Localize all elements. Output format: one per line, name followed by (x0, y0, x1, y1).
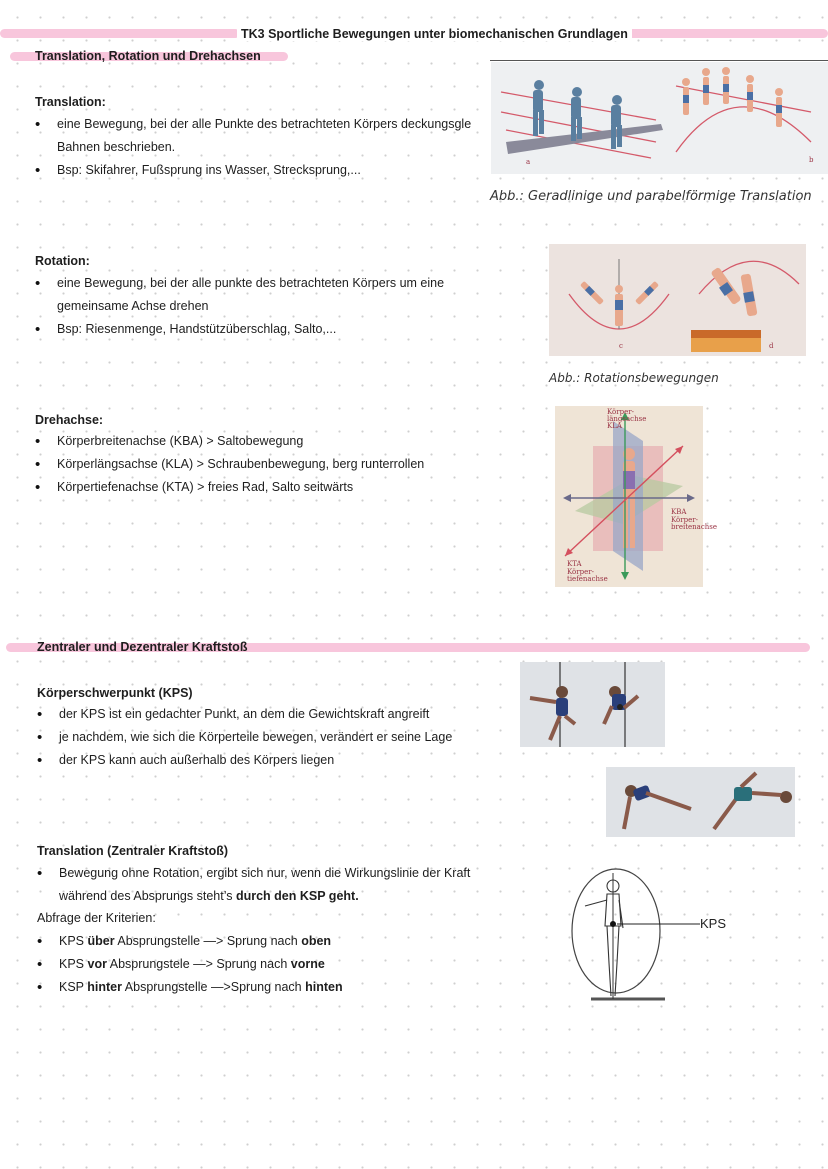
list-item: • KPS über Absprungstelle —> Sprung nach oben (37, 930, 343, 953)
translation-figure (491, 62, 828, 174)
figure-label: KLA (607, 422, 622, 430)
figure-label: KBA (671, 508, 687, 516)
list-item: • je nachdem, wie sich die Körperteile bewegen, verändert er seine Lage (37, 726, 452, 749)
header-highlight-right (614, 29, 828, 38)
list-item: • Bsp: Skifahrer, Fußsprung ins Wasser, Strecksprung,... (35, 159, 471, 182)
translation-caption: Abb.: Geradlinige und parabelförmige Translation (490, 189, 812, 204)
figure-label: d (769, 342, 774, 350)
header-highlight-left (0, 29, 240, 38)
rotation-heading: Rotation: (35, 254, 90, 268)
figure-label: längsachse (607, 415, 647, 423)
criteria-list (37, 930, 343, 999)
list-item: • Bewegung ohne Rotation, ergibt sich nur, wenn die Wirkungslinie der Kraft während des Absprungs steht’s durch den KSP geht. (37, 862, 470, 908)
translation-heading: Translation: (35, 95, 106, 109)
criteria-intro: Abfrage der Kriterien: (37, 911, 156, 925)
list-item: • KSP hinter Absprungstelle —>Sprung nach hinten (37, 976, 343, 999)
figure-label: Körper- (671, 516, 698, 524)
rotation-caption: Abb.: Rotationsbewegungen (549, 371, 719, 385)
list-item: • Bsp: Riesenmenge, Handstützüberschlag, Salto,... (35, 318, 444, 341)
list-item: • eine Bewegung, bei der alle punkte des betrachteten Körpers um eine gemeinsame Achse drehen (35, 272, 444, 318)
axes-illustration (555, 406, 718, 587)
list-item: • KPS vor Absprungstele —> Sprung nach vorne (37, 953, 343, 976)
rotation-list (35, 272, 444, 341)
page-title: TK3 Sportliche Bewegungen unter biomechanischen Grundlagen (237, 27, 632, 41)
translation-illustration (491, 62, 828, 174)
section2-title: Zentraler und Dezentraler Kraftstoß (37, 640, 248, 654)
figure-label: Körper- (567, 568, 594, 576)
rotation-illustration (549, 244, 806, 356)
kps-list (37, 703, 452, 772)
kps-label: KPS (700, 916, 727, 931)
list-item: • Körpertiefenachse (KTA) > freies Rad, Salto seitwärts (35, 476, 424, 499)
jump-illustration-2 (606, 767, 795, 837)
kps-heading: Körperschwerpunkt (KPS) (37, 686, 193, 700)
rotation-figure (549, 244, 806, 356)
jump-illustration-1 (520, 662, 665, 747)
drehachse-list (35, 430, 424, 499)
zentral-list (37, 862, 470, 908)
kps-sketch-figure (565, 868, 765, 1004)
figure-label: Körper- (607, 408, 634, 416)
section1-rule (490, 60, 828, 61)
list-item: • eine Bewegung, bei der alle Punkte des betrachteten Körpers deckungsgle Bahnen beschrieben. (35, 113, 471, 159)
figure-label: c (619, 342, 623, 350)
jump-figure-1 (520, 662, 665, 747)
section1-title: Translation, Rotation und Drehachsen (35, 49, 261, 63)
figure-label: tiefenachse (567, 575, 608, 583)
figure-label: a (526, 158, 531, 166)
kps-sketch (565, 868, 765, 1004)
translation-list (35, 113, 471, 182)
jump-figure-2 (606, 767, 795, 837)
list-item: • der KPS ist ein gedachter Punkt, an dem die Gewichtskraft angreift (37, 703, 452, 726)
list-item: • Körperlängsachse (KLA) > Schraubenbewegung, berg runterrollen (35, 453, 424, 476)
figure-label: breitenachse (671, 523, 718, 531)
list-item: • Körperbreitenachse (KBA) > Saltobewegung (35, 430, 424, 453)
list-item: • der KPS kann auch außerhalb des Körpers liegen (37, 749, 452, 772)
figure-label: b (809, 156, 814, 164)
drehachse-heading: Drehachse: (35, 413, 104, 427)
zentral-heading: Translation (Zentraler Kraftstoß) (37, 844, 228, 858)
figure-label: KTA (567, 560, 582, 568)
axes-figure (555, 406, 718, 587)
